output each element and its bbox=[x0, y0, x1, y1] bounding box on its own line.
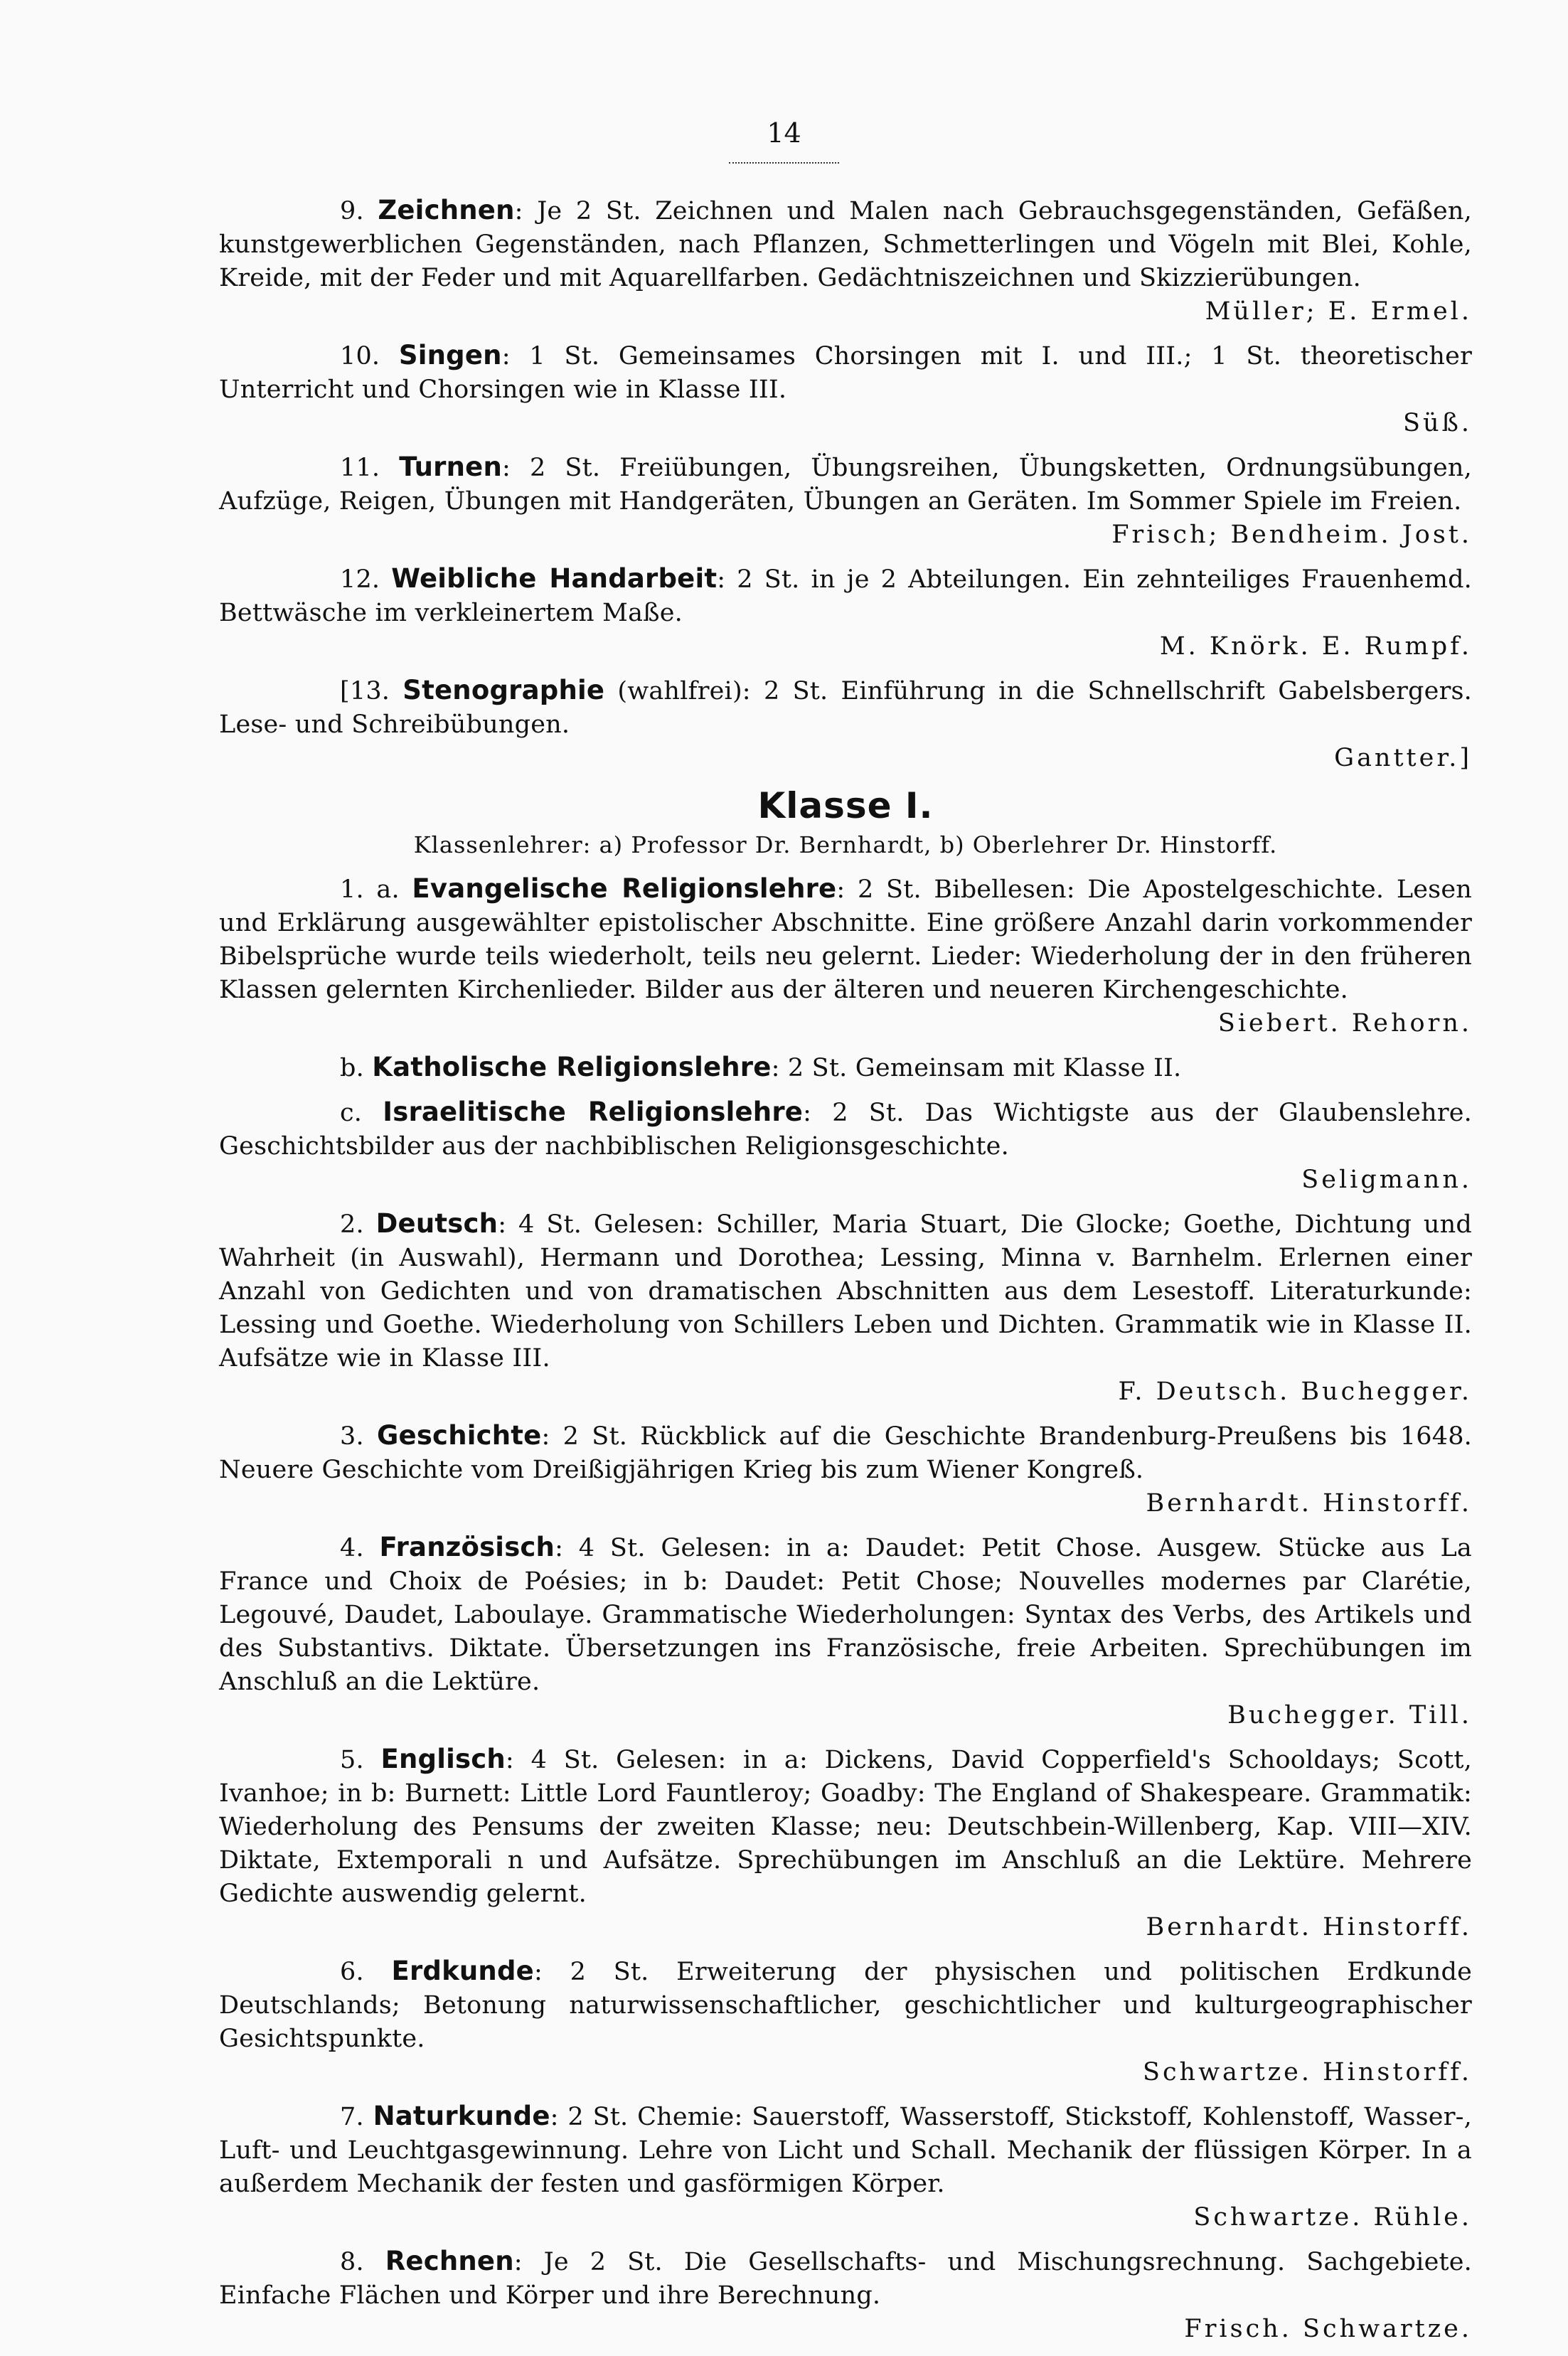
entry-number: 6. bbox=[340, 1958, 364, 1986]
subject-heading: Weibliche Handarbeit bbox=[391, 563, 718, 594]
document-body bbox=[219, 193, 1472, 2356]
heading-separator: : bbox=[555, 1534, 579, 1562]
heading-separator: : bbox=[505, 1746, 531, 1774]
entry-paragraph bbox=[219, 2099, 1472, 2201]
teacher-signature: Frisch. Schwartze. bbox=[1184, 2315, 1472, 2343]
heading-separator: : bbox=[836, 875, 858, 904]
entry-text: 4 St. Gelesen: in a: Daudet: Petit Chose. Ausgew. Stücke aus La France und Choix de Poésies; in b: Daudet: Petit Chose; Nouvelles modernes par Clarétie, Legouvé, Daudet, Laboulaye. Grammatische Wiederholungen: Syntax des Verbs, des Artikels und des Substantivs. Diktate. Übersetzungen ins Französische, freie Arbeiten. Sprechübungen im Anschluß an die Lektüre. bbox=[219, 1534, 1472, 1696]
entry-paragraph bbox=[219, 1419, 1472, 1487]
subject-entry bbox=[219, 2099, 1472, 2234]
teacher-signature: Seligmann. bbox=[1301, 1166, 1472, 1194]
class-teacher: Klassenlehrer: a) Professor Dr. Bernhardt, b) Oberlehrer Dr. Hinstorff. bbox=[413, 831, 1278, 858]
subject-entry bbox=[219, 1207, 1472, 1409]
subject-entry bbox=[219, 1050, 1472, 1085]
subject-entry bbox=[219, 339, 1472, 440]
entry-paragraph bbox=[219, 872, 1472, 1007]
subject-entry bbox=[219, 1742, 1472, 1944]
subject-heading: Französisch bbox=[379, 1532, 555, 1562]
subject-entry bbox=[219, 450, 1472, 552]
entry-paragraph bbox=[219, 1050, 1472, 1085]
heading-separator: : bbox=[498, 1210, 519, 1239]
heading-separator: : bbox=[513, 2248, 544, 2276]
class-title: Klasse I. bbox=[757, 785, 934, 826]
entries-after bbox=[219, 872, 1472, 2346]
entry-text: 4 St. Gelesen: in a: Dickens, David Copperfield's Schooldays; Scott, Ivanhoe; in b: Burnett: Little Lord Fauntleroy; Goadby: The England of Shakespeare. Grammatik: Wiederholung des Pensums der zweiten Klasse; neu: Deutschbein-Willenberg, Kap. VIII—XIV. Diktate, Extemporali n und Aufsätze. Sprechübungen im Anschluß an die Lektüre. Mehrere Gedichte auswendig gelernt. bbox=[219, 1746, 1472, 1908]
entry-text: 2 St. Das Wichtigste aus der Glaubenslehre. Geschichtsbilder aus der nachbiblischen Religionsgeschichte. bbox=[219, 1099, 1472, 1161]
entry-text: 4 St. Gelesen: Schiller, Maria Stuart, Die Glocke; Goethe, Dichtung und Wahrheit (in Auswahl), Hermann und Dorothea; Lessing, Minna v. Barnhelm. Erlernen einer Anzahl von Gedichten und von dramatischen Abschnitten aus dem Lesestoff. Literaturkunde: Lessing und Goethe. Wiederholung von Schillers Leben und Dichten. Grammatik wie in Klasse II. Aufsätze wie in Klasse III. bbox=[219, 1210, 1472, 1372]
entry-number: 2. bbox=[340, 1210, 364, 1239]
subject-heading: Erdkunde bbox=[391, 1956, 534, 1986]
entries-before bbox=[219, 193, 1472, 775]
teacher-signature: Siebert. Rehorn. bbox=[1217, 1009, 1472, 1038]
teacher-signature: F. Deutsch. Buchegger. bbox=[1118, 1377, 1472, 1406]
entry-number: [13. bbox=[340, 677, 390, 705]
entry-number: 10. bbox=[340, 342, 380, 371]
entry-paragraph bbox=[219, 339, 1472, 407]
entry-paragraph bbox=[219, 193, 1472, 295]
teacher-signature: Buchegger. Till. bbox=[1227, 1701, 1472, 1729]
teacher-signature: Schwartze. Hinstorff. bbox=[1142, 2058, 1472, 2086]
heading-separator: : bbox=[502, 454, 530, 482]
entry-text: 2 St. Freiübungen, Übungsreihen, Übungsketten, Ordnungsübungen, Aufzüge, Reigen, Übungen mit Handgeräten, Übungen an Geräten. Im Sommer Spiele im Freien. bbox=[219, 454, 1472, 516]
heading-separator: : bbox=[803, 1099, 833, 1127]
entry-number: 7. bbox=[340, 2103, 364, 2131]
page-number: 14 bbox=[767, 117, 801, 149]
teacher-signature: Frisch; Bendheim. Jost. bbox=[1111, 521, 1472, 549]
entry-number: 5. bbox=[340, 1746, 364, 1774]
subject-heading: Zeichnen bbox=[378, 195, 515, 225]
subject-heading: Evangelische Religionslehre bbox=[412, 873, 837, 904]
entry-text: 1 St. Gemeinsames Chorsingen mit I. und III.; 1 St. theoretischer Unterricht und Chorsingen wie in Klasse III. bbox=[219, 342, 1472, 404]
subject-entry bbox=[219, 193, 1472, 329]
entry-text: 2 St. Gemeinsam mit Klasse II. bbox=[787, 1054, 1182, 1082]
teacher-signature: Süß. bbox=[1402, 409, 1472, 437]
entry-number: c. bbox=[340, 1099, 363, 1127]
entry-text: Je 2 St. Die Gesellschafts- und Mischungsrechnung. Sachgebiete. Einfache Flächen und Körper und ihre Berechnung. bbox=[219, 2248, 1472, 2310]
entry-number: b. bbox=[340, 1054, 364, 1082]
teacher-signature: Müller; E. Ermel. bbox=[1205, 297, 1472, 326]
subject-entry bbox=[219, 1530, 1472, 1732]
entry-text: 2 St. Erweiterung der physischen und politischen Erdkunde Deutschlands; Betonung naturwissenschaftlicher, geschichtlicher und kulturgeographischer Gesichtspunkte. bbox=[219, 1958, 1472, 2053]
heading-separator: : bbox=[533, 1958, 570, 1986]
heading-separator: : bbox=[550, 2103, 568, 2131]
subject-heading: Deutsch bbox=[375, 1208, 498, 1239]
entry-paragraph bbox=[219, 450, 1472, 518]
entry-paragraph bbox=[219, 2244, 1472, 2313]
teacher-signature: Gantter.] bbox=[1334, 744, 1472, 772]
heading-separator bbox=[604, 677, 617, 705]
entry-paragraph bbox=[219, 673, 1472, 742]
heading-separator: : bbox=[771, 1054, 788, 1082]
entry-number: 3. bbox=[340, 1422, 364, 1451]
subject-heading: Geschichte bbox=[376, 1420, 542, 1451]
entry-text: 2 St. Rückblick auf die Geschichte Brandenburg-Preußens bis 1648. Neuere Geschichte vom Dreißigjährigen Krieg bis zum Wiener Kongreß. bbox=[219, 1422, 1472, 1484]
subject-heading: Naturkunde bbox=[373, 2101, 550, 2131]
entry-number: 11. bbox=[340, 454, 380, 482]
entry-text: 2 St. Chemie: Sauerstoff, Wasserstoff, Stickstoff, Kohlenstoff, Wasser-, Luft- und Leuchtgasgewinnung. Lehre von Licht und Schall. Mechanik der flüssigen Körper. In a außerdem Mechanik der festen und gasförmigen Körper. bbox=[219, 2103, 1472, 2198]
subject-heading: Englisch bbox=[380, 1744, 506, 1774]
subject-heading: Katholische Religionslehre bbox=[372, 1052, 772, 1082]
subject-entry bbox=[219, 2244, 1472, 2346]
entry-paragraph bbox=[219, 1095, 1472, 1163]
entry-paragraph bbox=[219, 1530, 1472, 1699]
teacher-signature: Bernhardt. Hinstorff. bbox=[1146, 1489, 1472, 1518]
subject-heading: Turnen bbox=[399, 452, 502, 482]
entry-text: 2 St. Bibellesen: Die Apostelgeschichte. Lesen und Erklärung ausgewählter epistolischer Abschnitte. Eine größere Anzahl darin vorkommender Bibelsprüche wurde teils wiederholt, teils neu gelernt. Lieder: Wiederholung der in den früheren Klassen gelernten Kirchenlieder. Bilder aus der älteren und neueren Kirchengeschichte. bbox=[219, 875, 1472, 1004]
subject-entry bbox=[219, 1095, 1472, 1197]
decorative-rule bbox=[729, 155, 839, 164]
entry-number: 8. bbox=[340, 2248, 364, 2276]
entry-paragraph bbox=[219, 562, 1472, 630]
subject-heading: Stenographie bbox=[402, 675, 605, 705]
subject-heading: Rechnen bbox=[385, 2246, 514, 2276]
entry-text: Je 2 St. Zeichnen und Malen nach Gebrauchsgegenständen, Gefäßen, kunstgewerblichen Gegenständen, nach Pflanzen, Schmetterlingen und Vögeln mit Blei, Kohle, Kreide, mit der Feder und mit Aquarellfarben. Gedächtniszeichnen und Skizzierübungen. bbox=[219, 197, 1472, 292]
heading-separator: : bbox=[501, 342, 530, 371]
entry-number: 9. bbox=[340, 197, 364, 225]
entry-paragraph bbox=[219, 1742, 1472, 1911]
subject-entry bbox=[219, 673, 1472, 775]
entry-text: (wahlfrei): 2 St. Einführung in die Schnellschrift Gabelsbergers. Lese- und Schreibübungen. bbox=[219, 677, 1472, 739]
heading-separator: : bbox=[717, 565, 737, 594]
subject-entry bbox=[219, 562, 1472, 663]
teacher-signature: M. Knörk. E. Rumpf. bbox=[1159, 632, 1472, 661]
entry-number: 4. bbox=[340, 1534, 364, 1562]
entry-paragraph bbox=[219, 1207, 1472, 1375]
subject-heading: Israelitische Religionslehre bbox=[383, 1097, 804, 1127]
heading-separator: : bbox=[514, 197, 538, 225]
entry-paragraph bbox=[219, 1954, 1472, 2056]
entry-number: 12. bbox=[340, 565, 380, 594]
entry-number: 1. a. bbox=[340, 875, 400, 904]
subject-entry bbox=[219, 1419, 1472, 1520]
teacher-signature: Bernhardt. Hinstorff. bbox=[1146, 1913, 1472, 1941]
subject-heading: Singen bbox=[398, 340, 502, 371]
subject-entry bbox=[219, 872, 1472, 1040]
entry-text: 2 St. in je 2 Abteilungen. Ein zehnteiliges Frauenhemd. Bettwäsche im verkleinertem Maße. bbox=[219, 565, 1473, 627]
teacher-signature: Schwartze. Rühle. bbox=[1193, 2203, 1472, 2232]
heading-separator: : bbox=[541, 1422, 563, 1451]
